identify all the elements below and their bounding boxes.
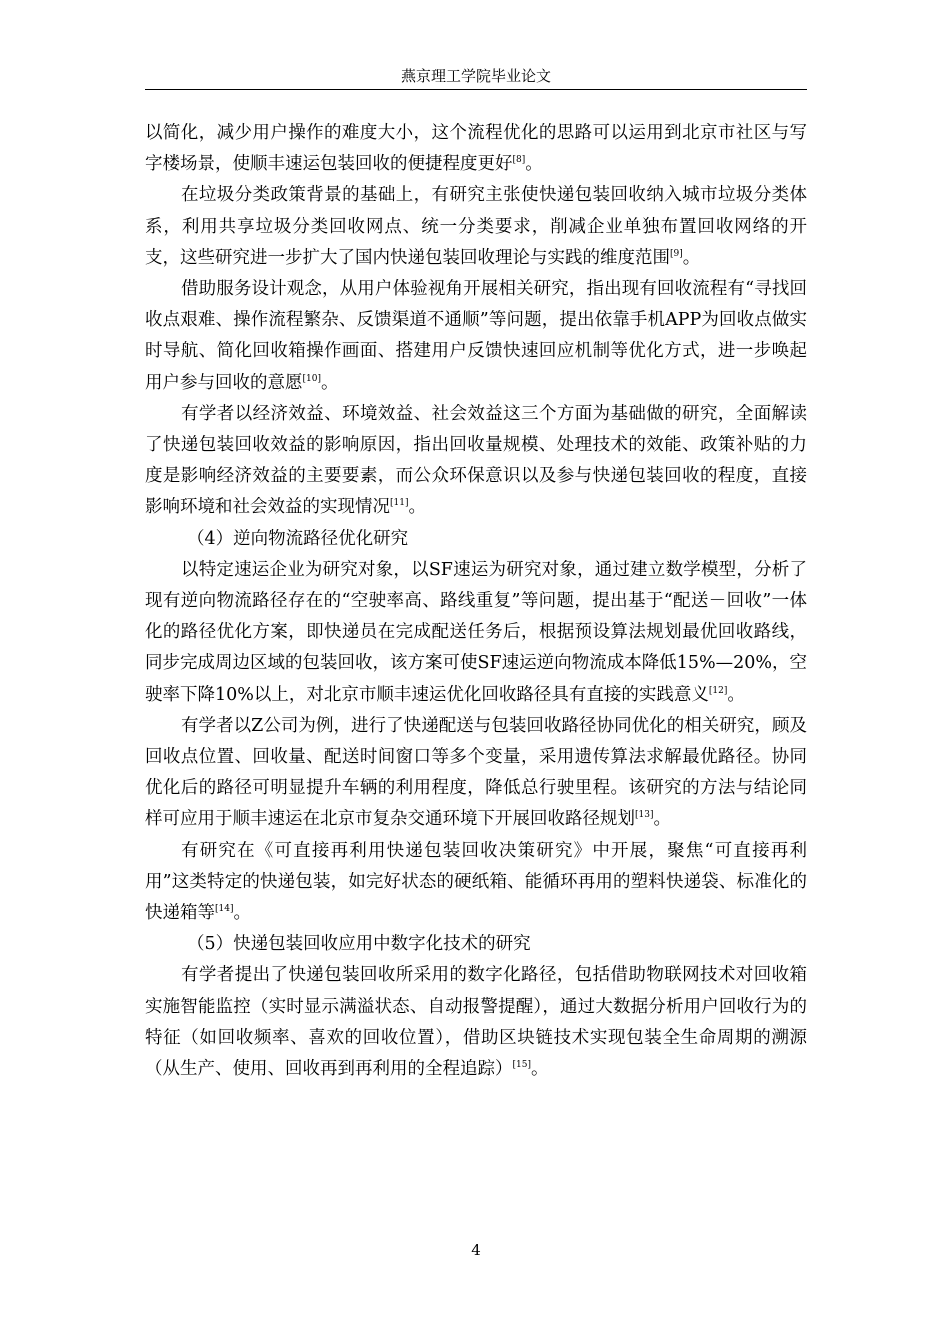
paragraph-text: 有学者以Z公司为例，进行了快递配送与包装回收路径协同优化的相关研究，顾及回收点位置、回收量、配送时间窗口等多个变量，采用遗传算法求解最优路径。协同优化后的路径可明显提升车辆的利用程度，降低总行驶里程。该研究的方法与结论同样可应用于顺丰速运在北京市复杂交通环境下开展回收路径规划	[145, 715, 807, 830]
paragraph	[145, 180, 807, 274]
citation-ref: [13]	[635, 810, 654, 821]
paragraph	[145, 711, 807, 836]
citation-ref: [9]	[670, 248, 683, 259]
paragraph	[145, 399, 807, 524]
paragraph-end: 。	[682, 247, 701, 268]
paragraph-end: 。	[530, 1059, 549, 1080]
paragraph-end: 。	[408, 497, 426, 518]
section-heading	[145, 524, 807, 555]
paragraph	[145, 836, 807, 930]
citation-ref: [10]	[302, 373, 321, 384]
paragraph-end: 。	[727, 684, 745, 705]
paragraph-end: 。	[653, 809, 671, 830]
citation-ref: [14]	[215, 904, 234, 915]
paragraph-text: 有研究在《可直接再利用快递包装回收决策研究》中开展，聚焦“可直接再利用”这类特定的快递包装，如完好状态的硬纸箱、能循环再用的塑料快递袋、标准化的快递箱等	[145, 840, 807, 924]
citation-ref: [8]	[512, 155, 526, 166]
paragraph-text: 有学者以经济效益、环境效益、社会效益这三个方面为基础做的研究，全面解读了快递包装回收效益的影响原因，指出回收量规模、处理技术的效能、政策补贴的力度是影响经济效益的主要要素，而公众环保意识以及参与快递包装回收的程度，直接影响环境和社会效益的实现情况	[145, 403, 807, 518]
section-heading-text: （5）快递包装回收应用中数字化技术的研究	[187, 934, 531, 955]
citation-ref: [12]	[708, 685, 728, 696]
citation-ref: [15]	[512, 1060, 531, 1071]
paragraph-end: 。	[320, 372, 339, 393]
section-heading	[145, 929, 807, 960]
paragraph	[145, 960, 807, 1085]
paragraph	[145, 274, 807, 399]
paragraph-text: 有学者提出了快递包装回收所采用的数字化路径，包括借助物联网技术对回收箱实施智能监控（实时显示满溢状态、自动报警提醒），通过大数据分析用户回收行为的特征（如回收频率、喜欢的回收位置），借助区块链技术实现包装全生命周期的溯源（从生产、使用、回收再到再利用的全程追踪）	[145, 965, 807, 1080]
paragraph-text: 以简化，减少用户操作的难度大小，这个流程优化的思路可以运用到北京市社区与写字楼场景，使顺丰速运包装回收的便捷程度更好	[145, 123, 807, 175]
paragraph-text: 借助服务设计观念，从用户体验视角开展相关研究，指出现有回收流程有“寻找回收点艰难、操作流程繁杂、反馈渠道不通顺”等问题，提出依靠手机APP为回收点做实时导航、简化回收箱操作画面、搭建用户反馈快速回应机制等优化方式，进一步唤起用户参与回收的意愿	[145, 279, 807, 393]
thesis-body	[145, 118, 807, 1085]
paragraph-text: 以特定速运企业为研究对象，以SF速运为研究对象，通过建立数学模型，分析了现有逆向物流路径存在的“空驶率高、路线重复”等问题，提出基于“配送－回收”一体化的路径优化方案，即快递员在完成配送任务后，根据预设算法规划最优回收路线，同步完成周边区域的包装回收，该方案可使SF速运逆向物流成本降低15%—20%，空驶率下降10%以上，对北京市顺丰速运优化回收路径具有直接的实践意义	[145, 559, 807, 705]
page-header-title: 燕京理工学院毕业论文	[400, 67, 551, 85]
paragraph	[145, 555, 807, 711]
paragraph	[145, 118, 807, 180]
paragraph-end: 。	[525, 154, 543, 175]
paragraph-text: 在垃圾分类政策背景的基础上，有研究主张使快递包装回收纳入城市垃圾分类体系，利用共享垃圾分类回收网点、统一分类要求，削减企业单独布置回收网络的开支，这些研究进一步扩大了国内快递包装回收理论与实践的维度范围	[145, 185, 807, 268]
section-heading-text: （4）逆向物流路径优化研究	[187, 528, 409, 549]
page-number: 4	[471, 1241, 481, 1259]
citation-ref: [11]	[390, 498, 409, 509]
paragraph-end: 。	[233, 903, 251, 924]
header-rule	[145, 89, 807, 90]
